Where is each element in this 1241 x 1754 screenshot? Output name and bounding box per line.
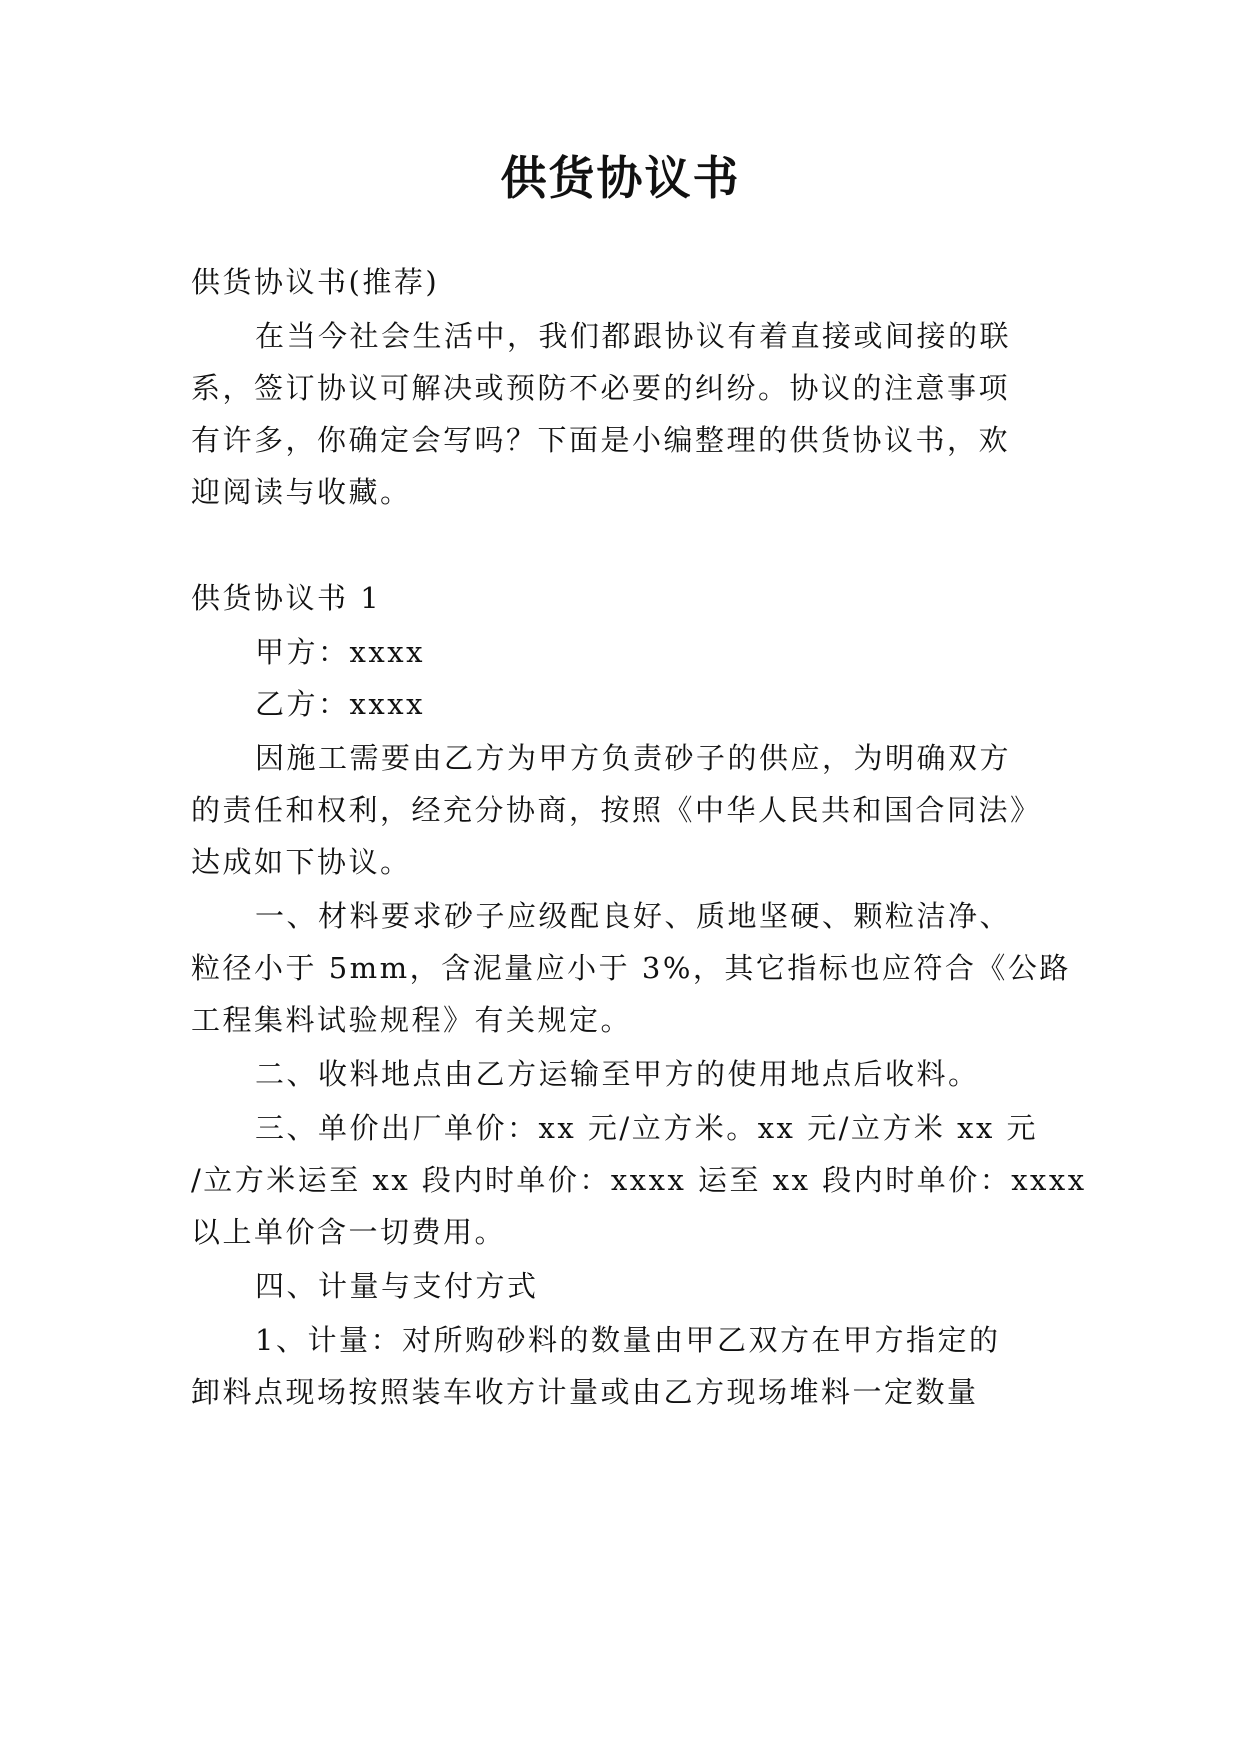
clause-4-1-line: 1、计量：对所购砂料的数量由甲乙双方在甲方指定的 xyxy=(255,1323,1001,1357)
intro-paragraph-line: 在当今社会生活中，我们都跟协议有着直接或间接的联 xyxy=(255,319,1012,353)
clause-3-line: /立方米运至 xx 段内时单价：xxxx 运至 xx 段内时单价：xxxx xyxy=(191,1163,1087,1197)
preamble-line: 达成如下协议。 xyxy=(191,845,412,879)
clause-1-line: 粒径小于 5mm，含泥量应小于 3%，其它指标也应符合《公路 xyxy=(191,951,1071,985)
clause-4-heading: 四、计量与支付方式 xyxy=(255,1269,539,1303)
intro-paragraph-line: 有许多，你确定会写吗？下面是小编整理的供货协议书，欢 xyxy=(191,423,1011,457)
intro-heading: 供货协议书(推荐) xyxy=(191,265,440,299)
clause-1-line: 工程集料试验规程》有关规定。 xyxy=(191,1003,633,1037)
clause-3-line: 三、单价出厂单价：xx 元/立方米。xx 元/立方米 xx 元 xyxy=(255,1111,1039,1145)
section-heading: 供货协议书 1 xyxy=(191,581,382,615)
intro-paragraph-line: 迎阅读与收藏。 xyxy=(191,475,412,509)
clause-1-line: 一、材料要求砂子应级配良好、质地坚硬、颗粒洁净、 xyxy=(255,899,1012,933)
clause-3-line: 以上单价含一切费用。 xyxy=(191,1215,507,1249)
intro-paragraph-line: 系，签订协议可解决或预防不必要的纠纷。协议的注意事项 xyxy=(191,371,1011,405)
clause-4-1-line: 卸料点现场按照装车收方计量或由乙方现场堆料一定数量 xyxy=(191,1375,979,1409)
preamble-line: 的责任和权利，经充分协商，按照《中华人民共和国合同法》 xyxy=(191,793,1042,827)
document-title: 供货协议书 xyxy=(500,151,741,205)
preamble-line: 因施工需要由乙方为甲方负责砂子的供应，为明确双方 xyxy=(255,741,1012,775)
clause-2-line: 二、收料地点由乙方运输至甲方的使用地点后收料。 xyxy=(255,1057,980,1091)
party-b: 乙方：xxxx xyxy=(255,687,425,721)
party-a: 甲方：xxxx xyxy=(255,635,425,669)
